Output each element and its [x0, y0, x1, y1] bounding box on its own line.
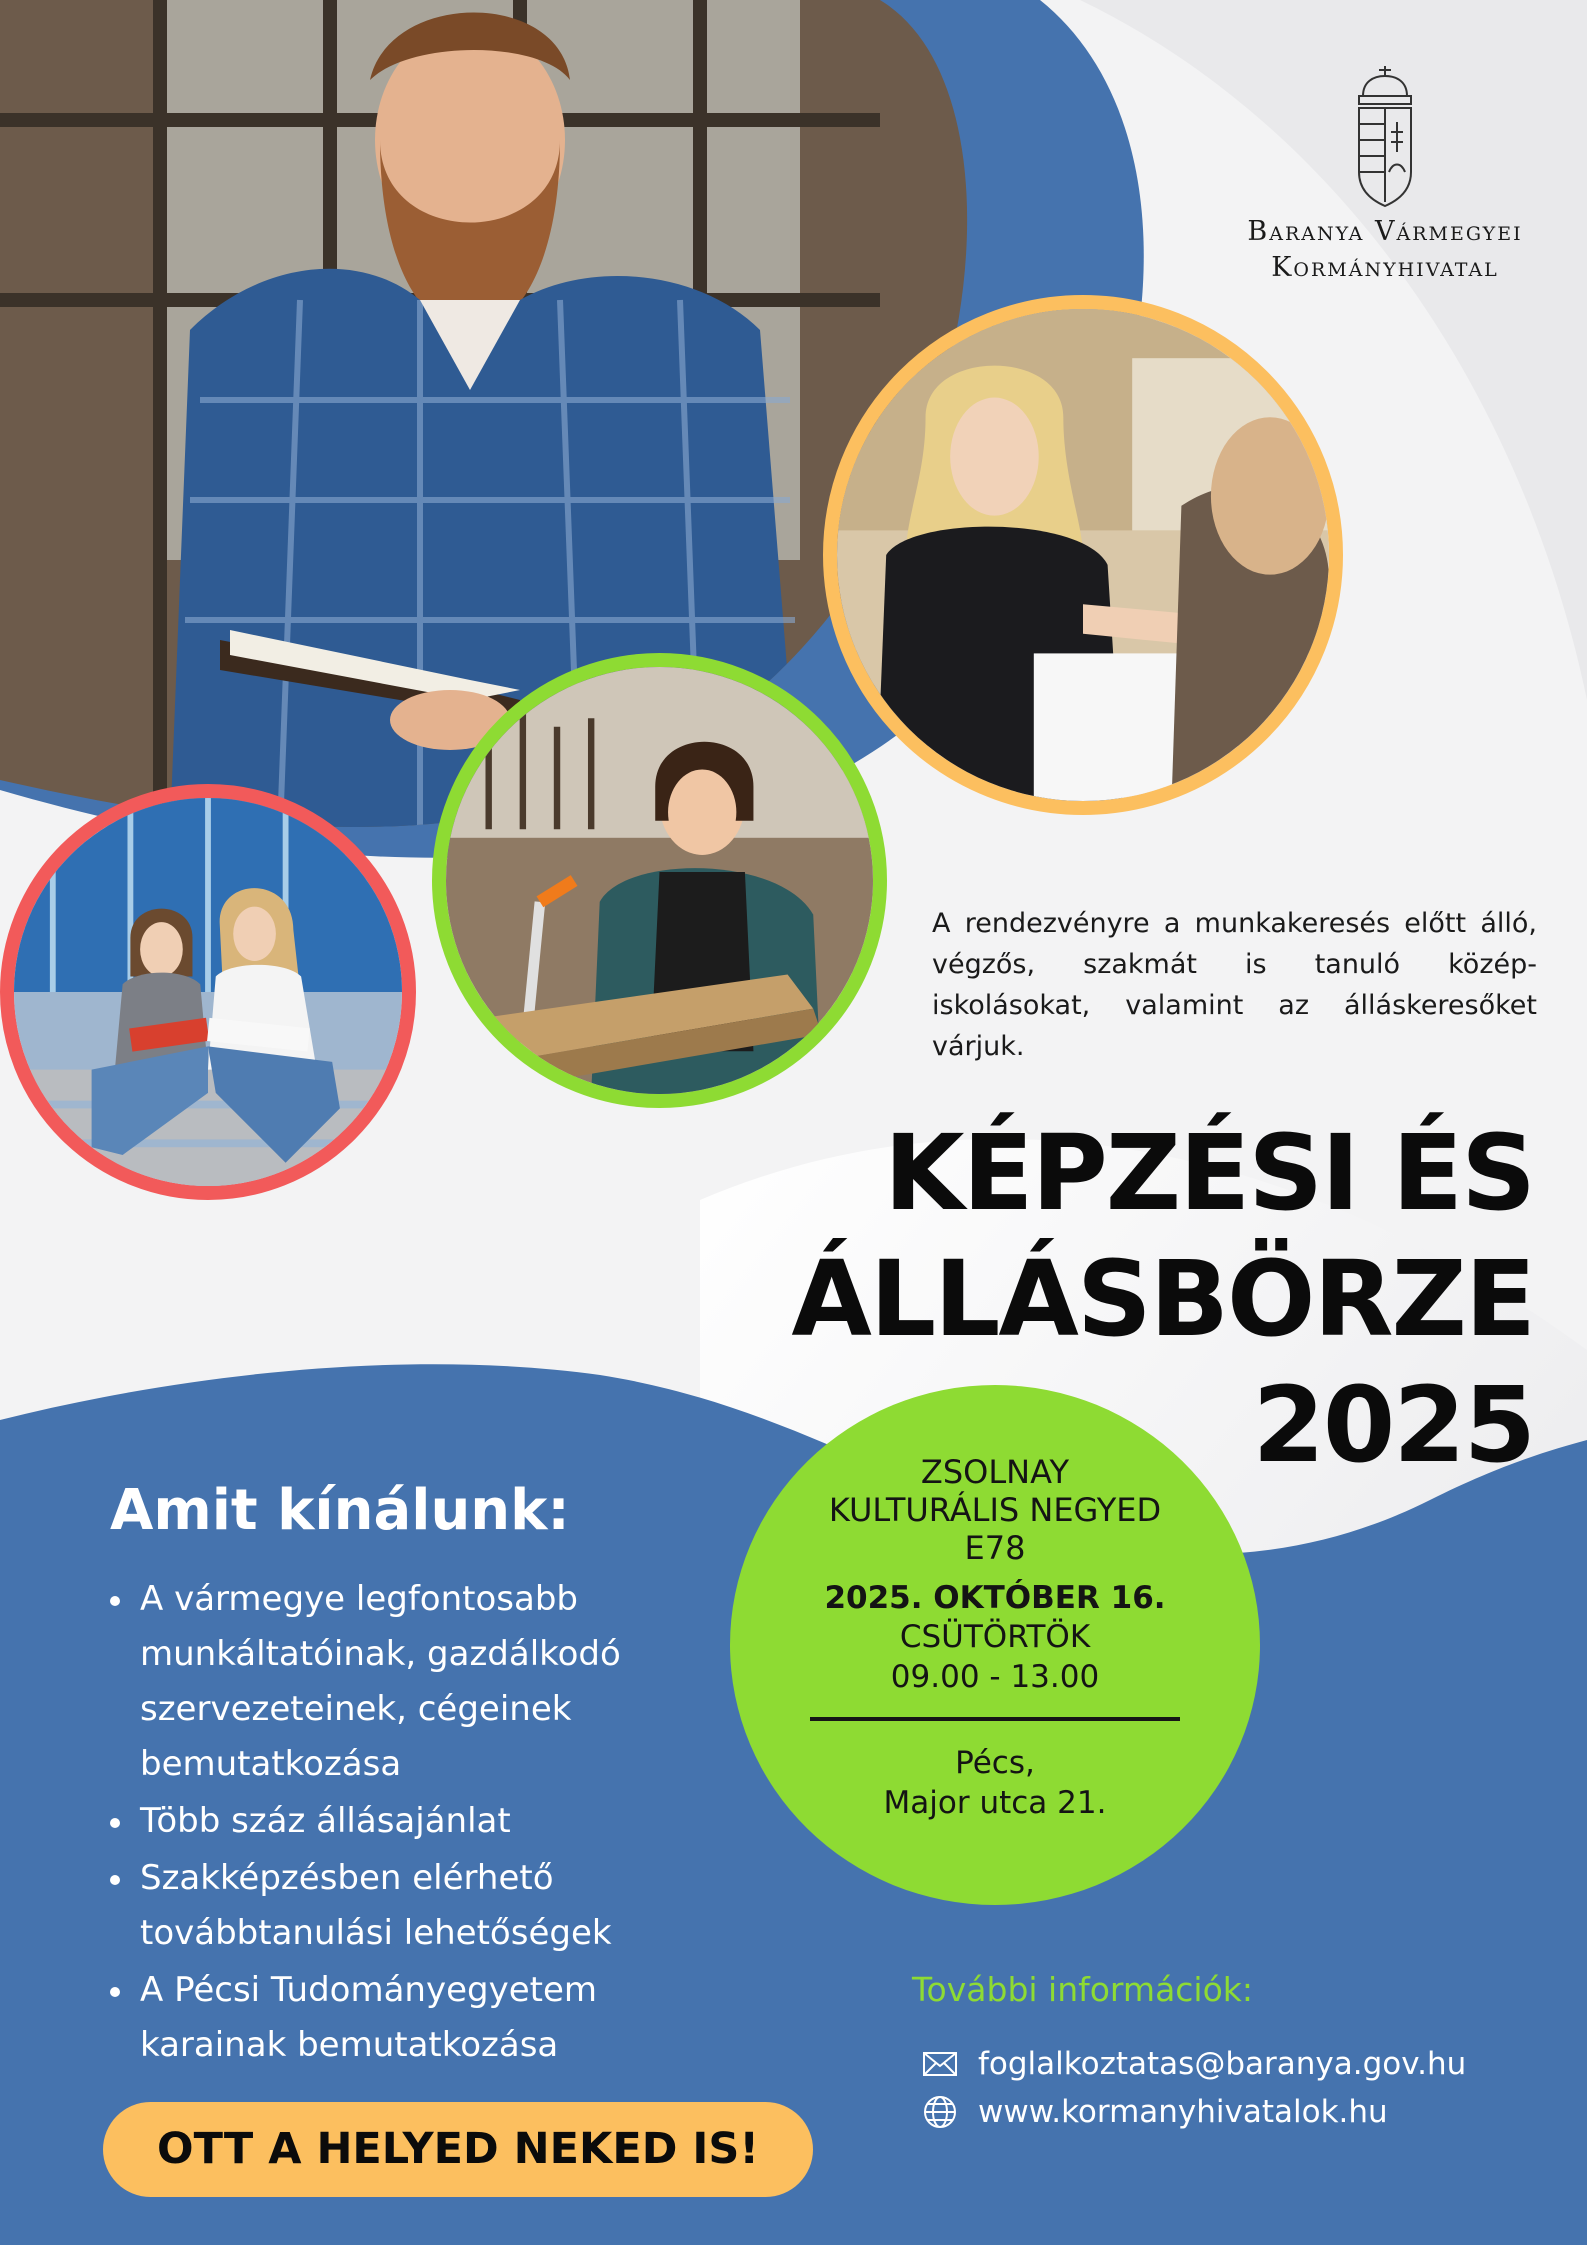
photo-man-with-notebook [0, 0, 1000, 830]
organization-name-line2: Kormányhivatal [1271, 252, 1499, 283]
venue-line2: KULTURÁLIS NEGYED [828, 1491, 1162, 1529]
event-date: 2025. OKTÓBER 16. [824, 1580, 1166, 1616]
intro-text: A rendezvényre a munkakeresés előtt álló, végzős, szakmát is tanuló közép-iskolásokat, valamint az álláskeresőket várjuk. [932, 908, 1537, 1062]
venue-room: E78 [964, 1529, 1026, 1567]
coat-of-arms-icon [1345, 62, 1425, 214]
list-item: Több száz állásajánlat [110, 1794, 750, 1849]
email-link[interactable] [920, 2042, 1466, 2086]
cta-banner: OTT A HELYED NEKED IS! [103, 2102, 813, 2197]
event-details-badge [730, 1385, 1260, 1905]
website-link[interactable] [920, 2090, 1388, 2134]
list-item: Szakképzésben elérhető továbbtanulási lehetőségek [110, 1851, 750, 1961]
website-address: www.kormanyhivatalok.hu [978, 2094, 1388, 2130]
photo-students-reading [0, 784, 416, 1200]
list-item: A vármegye legfontosabb munkáltatóinak, gazdálkodó szervezeteinek, cégeinek bemutatkozása [110, 1572, 750, 1792]
title-line2: ÁLLÁSBÖRZE [791, 1238, 1534, 1360]
address-city: Pécs, [955, 1745, 1035, 1781]
divider [810, 1717, 1180, 1721]
list-item: A Pécsi Tudományegyetem karainak bemutatkozása [110, 1963, 750, 2073]
title-line1: KÉPZÉSI ÉS [883, 1112, 1534, 1234]
offers-heading: Amit kínálunk: [110, 1478, 570, 1543]
venue-line1: ZSOLNAY [920, 1453, 1070, 1491]
organization-logo [1200, 62, 1570, 286]
organization-name-line1: Baranya Vármegyei [1247, 216, 1523, 247]
globe-icon [920, 2092, 960, 2132]
envelope-icon [920, 2044, 960, 2084]
address-street: Major utca 21. [883, 1785, 1107, 1821]
email-address: foglalkoztatas@baranya.gov.hu [978, 2046, 1467, 2082]
offers-list [110, 1572, 750, 2075]
event-weekday: CSÜTÖRTÖK [899, 1619, 1091, 1655]
photo-handshake [823, 295, 1343, 815]
venue-name [730, 1453, 1260, 1567]
title-year: 2025 [1252, 1364, 1534, 1486]
event-time: 09.00 - 13.00 [890, 1659, 1100, 1695]
contact-heading: További információk: [912, 1970, 1254, 2009]
photo-woodworker [432, 653, 887, 1108]
